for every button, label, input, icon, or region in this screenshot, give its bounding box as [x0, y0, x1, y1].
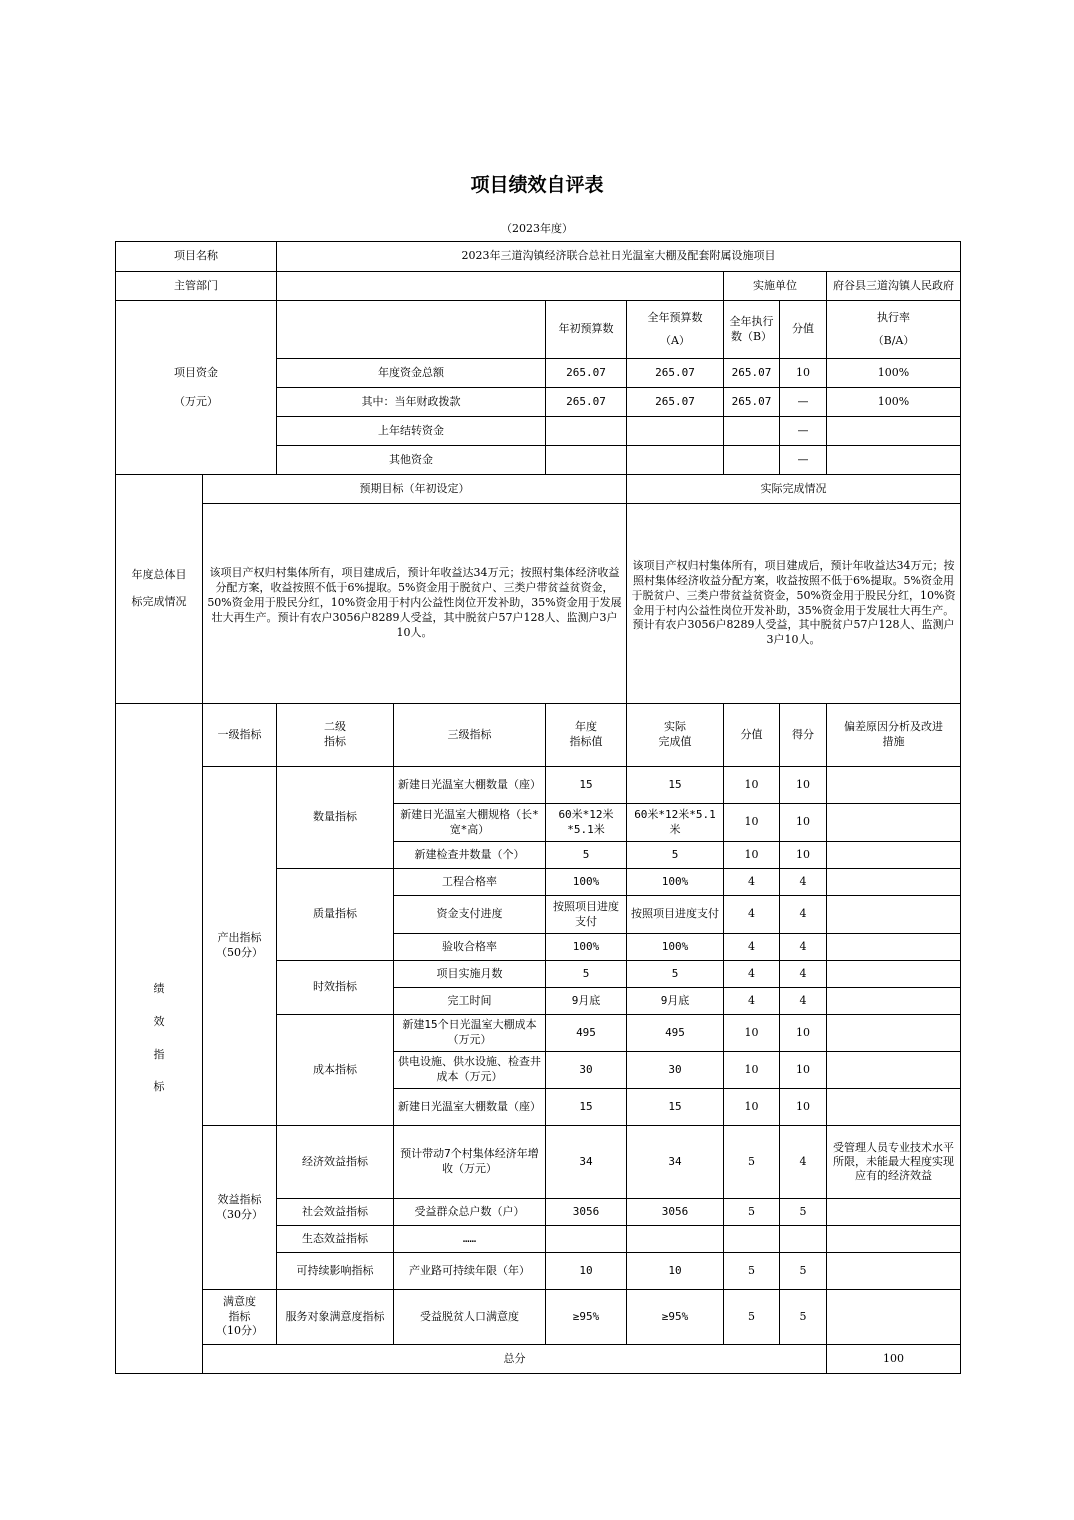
department-row [116, 272, 961, 301]
indicator-actual: ≥95% [627, 1290, 724, 1345]
indicator-score: 4 [780, 1126, 827, 1199]
header-level3: 三级指标 [394, 704, 546, 767]
department-label: 主管部门 [116, 272, 277, 301]
funds-initial [546, 417, 627, 446]
indicator-score: 5 [780, 1253, 827, 1290]
header-exec-rate: 执行率 （B/A） [827, 301, 961, 359]
indicator-reason [827, 1052, 961, 1089]
indicator-reason: 受管理人员专业技术水平所限，未能最大程度实现应有的经济效益 [827, 1126, 961, 1199]
indicator-score: 5 [780, 1290, 827, 1345]
indicator-name: 新建日光温室大棚数量（座） [394, 1089, 546, 1126]
indicator-actual: 100% [627, 934, 724, 961]
indicator-value: 10 [724, 842, 780, 869]
total-row [116, 1345, 961, 1374]
indicator-score [780, 1226, 827, 1253]
header-actual: 实际 完成值 [627, 704, 724, 767]
funds-annual: 265.07 [627, 359, 724, 388]
indicator-target: 按照项目进度支付 [546, 896, 627, 934]
indicator-reason [827, 988, 961, 1015]
quantity-indicator-label: 数量指标 [277, 767, 394, 869]
goals-content-row [116, 504, 961, 704]
indicator-actual: 100% [627, 869, 724, 896]
indicator-name: 预计带动7个村集体经济年增收（万元） [394, 1126, 546, 1199]
indicator-name: 新建日光温室大棚规格（长*宽*高） [394, 804, 546, 842]
indicator-target: 9月底 [546, 988, 627, 1015]
project-name: 2023年三道沟镇经济联合总社日光温室大棚及配套附属设施项目 [277, 242, 961, 272]
funds-row-name: 其他资金 [277, 446, 546, 475]
indicator-target: 10 [546, 1253, 627, 1290]
indicator-reason [827, 767, 961, 804]
self-evaluation-table [115, 241, 961, 1374]
indicator-row [116, 1126, 961, 1199]
benefit-level2-label: 可持续影响指标 [277, 1253, 394, 1290]
benefit-indicator-label: 效益指标 （30分） [203, 1126, 277, 1290]
actual-completion-header: 实际完成情况 [627, 475, 961, 504]
indicator-score: 10 [780, 1015, 827, 1052]
implementing-unit-label: 实施单位 [724, 272, 827, 301]
indicator-value: 4 [724, 896, 780, 934]
header-initial-budget: 年初预算数 [546, 301, 627, 359]
indicator-actual: 5 [627, 961, 724, 988]
indicator-name: 供电设施、供水设施、检查井成本（万元） [394, 1052, 546, 1089]
header-level1: 一级指标 [203, 704, 277, 767]
funds-rate: 100% [827, 359, 961, 388]
indicator-row [116, 1290, 961, 1345]
indicator-value: 10 [724, 767, 780, 804]
indicator-score: 4 [780, 988, 827, 1015]
indicator-target: 15 [546, 1089, 627, 1126]
indicator-target: ≥95% [546, 1290, 627, 1345]
indicator-actual: 15 [627, 1089, 724, 1126]
funds-rate [827, 446, 961, 475]
benefit-level2-label: 经济效益指标 [277, 1126, 394, 1199]
indicator-reason [827, 934, 961, 961]
indicator-target: 30 [546, 1052, 627, 1089]
indicator-actual: 9月底 [627, 988, 724, 1015]
funds-score-value: — [780, 417, 827, 446]
year-label: （2023年度） [501, 222, 573, 235]
funds-score-value: — [780, 388, 827, 417]
header-executed: 全年执行数（B） [724, 301, 780, 359]
indicator-name: …… [394, 1226, 546, 1253]
implementing-unit: 府谷县三道沟镇人民政府 [827, 272, 961, 301]
funds-rate [827, 417, 961, 446]
indicator-actual: 10 [627, 1253, 724, 1290]
indicator-header-row [116, 704, 961, 767]
funds-annual [627, 417, 724, 446]
indicator-reason [827, 804, 961, 842]
cost-indicator-label: 成本指标 [277, 1015, 394, 1126]
indicator-reason [827, 1226, 961, 1253]
indicator-target [546, 1226, 627, 1253]
indicator-score: 10 [780, 842, 827, 869]
indicator-target: 100% [546, 869, 627, 896]
funds-row-name: 其中：当年财政拨款 [277, 388, 546, 417]
indicator-reason [827, 1253, 961, 1290]
indicator-row [116, 767, 961, 804]
indicator-value: 10 [724, 1015, 780, 1052]
indicator-value: 4 [724, 961, 780, 988]
satisfaction-level2-label: 服务对象满意度指标 [277, 1290, 394, 1345]
indicator-score: 4 [780, 896, 827, 934]
indicator-target: 15 [546, 767, 627, 804]
goals-label: 年度总体目 标完成情况 [116, 475, 203, 704]
indicator-score: 10 [780, 1052, 827, 1089]
quality-indicator-label: 质量指标 [277, 869, 394, 961]
funds-row-name: 年度资金总额 [277, 359, 546, 388]
performance-indicator-label: 绩 效 指 标 [116, 704, 203, 1374]
funds-score-value: 10 [780, 359, 827, 388]
funds-initial [546, 446, 627, 475]
satisfaction-indicator-label: 满意度 指标 （10分） [203, 1290, 277, 1345]
benefit-level2-label: 生态效益指标 [277, 1226, 394, 1253]
indicator-reason [827, 842, 961, 869]
header-score: 得分 [780, 704, 827, 767]
indicator-value: 5 [724, 1199, 780, 1226]
indicator-actual: 495 [627, 1015, 724, 1052]
indicator-actual: 5 [627, 842, 724, 869]
indicator-score: 4 [780, 869, 827, 896]
indicator-value: 10 [724, 1089, 780, 1126]
indicator-value: 10 [724, 1052, 780, 1089]
indicator-name: 验收合格率 [394, 934, 546, 961]
indicator-value: 10 [724, 804, 780, 842]
timeliness-indicator-label: 时效指标 [277, 961, 394, 1015]
indicator-value: 5 [724, 1126, 780, 1199]
benefit-level2-label: 社会效益指标 [277, 1199, 394, 1226]
total-value: 100 [827, 1345, 961, 1374]
indicator-score: 4 [780, 961, 827, 988]
total-label: 总分 [203, 1345, 827, 1374]
indicator-value: 5 [724, 1290, 780, 1345]
indicator-reason [827, 1089, 961, 1126]
indicator-target: 34 [546, 1126, 627, 1199]
indicator-name: 受益群众总户数（户） [394, 1199, 546, 1226]
funds-header-blank [277, 301, 546, 359]
indicator-value: 5 [724, 1253, 780, 1290]
funds-row-name: 上年结转资金 [277, 417, 546, 446]
funds-initial: 265.07 [546, 388, 627, 417]
funds-executed: 265.07 [724, 359, 780, 388]
indicator-score: 4 [780, 934, 827, 961]
actual-completion-text: 该项目产权归村集体所有，项目建成后，预计年收益达34万元；按照村集体经济收益分配方案，收益按照不低于6%提取。5%资金用于脱贫户、三类户带贫益贫资金，50%资金用于股民分红，10%资金用于村内公益性岗位开发补助，35%资金用于发展壮大再生产。预计有农户3056户8289人受益，其中脱贫户57户128人、监测户3户10人。 [627, 504, 961, 704]
funds-executed [724, 417, 780, 446]
indicator-value: 4 [724, 988, 780, 1015]
goals-header-row [116, 475, 961, 504]
header-annual-budget: 全年预算数 （A） [627, 301, 724, 359]
funds-initial: 265.07 [546, 359, 627, 388]
indicator-score: 10 [780, 804, 827, 842]
indicator-actual: 30 [627, 1052, 724, 1089]
indicator-reason [827, 1290, 961, 1345]
indicator-target: 5 [546, 842, 627, 869]
funds-score-value: — [780, 446, 827, 475]
indicator-name: 新建检查井数量（个） [394, 842, 546, 869]
funds-header-row [116, 301, 961, 359]
funds-label: 项目资金 （万元） [116, 301, 277, 475]
funds-annual: 265.07 [627, 388, 724, 417]
funds-rate: 100% [827, 388, 961, 417]
header-level2: 二级 指标 [277, 704, 394, 767]
indicator-target: 495 [546, 1015, 627, 1052]
indicator-name: 工程合格率 [394, 869, 546, 896]
indicator-score: 10 [780, 1089, 827, 1126]
header-target: 年度 指标值 [546, 704, 627, 767]
project-name-row [116, 242, 961, 272]
project-name-label: 项目名称 [116, 242, 277, 272]
indicator-name: 新建15个日光温室大棚成本（万元） [394, 1015, 546, 1052]
indicator-score: 5 [780, 1199, 827, 1226]
header-reason: 偏差原因分析及改进 措施 [827, 704, 961, 767]
indicator-reason [827, 961, 961, 988]
header-score-value: 分值 [724, 704, 780, 767]
indicator-actual: 15 [627, 767, 724, 804]
indicator-actual [627, 1226, 724, 1253]
indicator-name: 资金支付进度 [394, 896, 546, 934]
expected-goal-header: 预期目标（年初设定） [203, 475, 627, 504]
indicator-actual: 按照项目进度支付 [627, 896, 724, 934]
indicator-value: 4 [724, 869, 780, 896]
indicator-value: 4 [724, 934, 780, 961]
indicator-reason [827, 1199, 961, 1226]
department-value [277, 272, 724, 301]
indicator-value [724, 1226, 780, 1253]
funds-executed: 265.07 [724, 388, 780, 417]
indicator-name: 新建日光温室大棚数量（座） [394, 767, 546, 804]
output-indicator-label: 产出指标 （50分） [203, 767, 277, 1126]
indicator-score: 10 [780, 767, 827, 804]
funds-annual [627, 446, 724, 475]
indicator-reason [827, 896, 961, 934]
indicator-name: 完工时间 [394, 988, 546, 1015]
expected-goal-text: 该项目产权归村集体所有，项目建成后，预计年收益达34万元；按照村集体经济收益分配方案，收益按照不低于6%提取。5%资金用于脱贫户、三类户带贫益贫资金，50%资金用于股民分红，10%资金用于村内公益性岗位开发补助，35%资金用于发展壮大再生产。预计有农户3056户8289人受益，其中脱贫户57户128人、监测户3户10人。 [203, 504, 627, 704]
indicator-target: 5 [546, 961, 627, 988]
indicator-reason [827, 869, 961, 896]
indicator-actual: 34 [627, 1126, 724, 1199]
indicator-name: 受益脱贫人口满意度 [394, 1290, 546, 1345]
indicator-name: 项目实施月数 [394, 961, 546, 988]
indicator-actual: 60米*12米*5.1米 [627, 804, 724, 842]
indicator-actual: 3056 [627, 1199, 724, 1226]
indicator-reason [827, 1015, 961, 1052]
page-title: 项目绩效自评表 [470, 174, 604, 196]
header-score-value: 分值 [780, 301, 827, 359]
indicator-target: 3056 [546, 1199, 627, 1226]
indicator-name: 产业路可持续年限（年） [394, 1253, 546, 1290]
indicator-target: 60米*12米*5.1米 [546, 804, 627, 842]
indicator-target: 100% [546, 934, 627, 961]
funds-executed [724, 446, 780, 475]
